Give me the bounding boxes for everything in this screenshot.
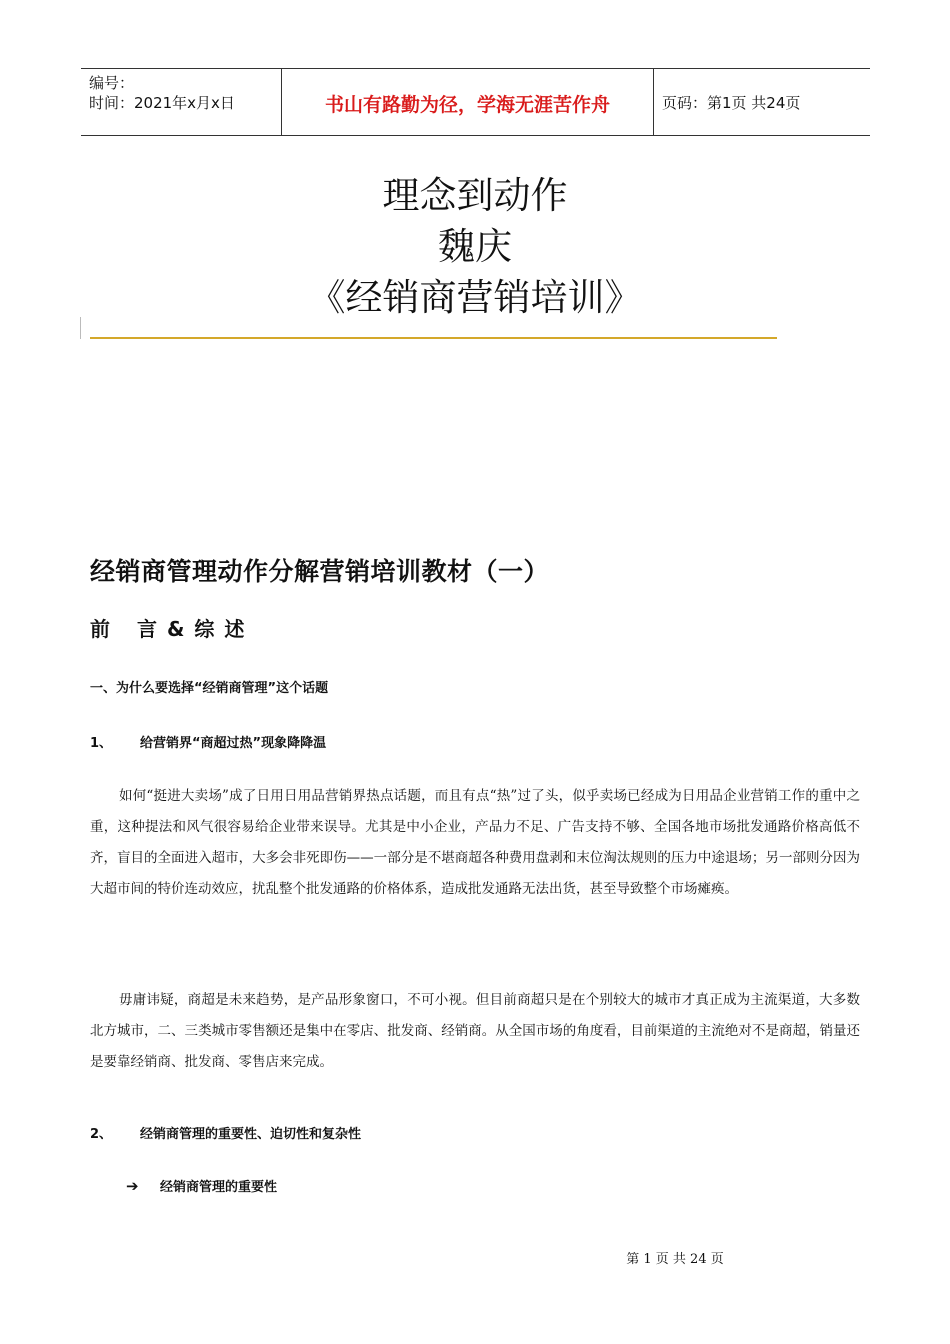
margin-tick <box>80 317 81 339</box>
document-title <box>0 170 950 323</box>
time-label: 时间：2021年x月x日 <box>89 94 235 112</box>
sub-heading: 前 言&综述 <box>90 617 255 641</box>
title-divider <box>90 337 777 339</box>
subsection-2-number: 2、 <box>90 1127 113 1142</box>
title-line-1: 理念到动作 <box>382 174 568 217</box>
subsection-1-number: 1、 <box>90 736 113 751</box>
title-line-2: 魏庆 <box>438 225 512 268</box>
subsection-1 <box>90 732 326 751</box>
section-title: 一、为什么要选择“经销商管理”这个话题 <box>90 681 329 696</box>
header-table <box>81 68 870 136</box>
title-line-3: 《经销商营销培训》 <box>308 276 642 319</box>
paragraph-2: 毋庸讳疑，商超是未来趋势，是产品形象窗口，不可小视。但目前商超只是在个别较大的城市才真正成为主流渠道，大多数北方城市，二、三类城市零售额还是集中在零店、批发商、经销商。从全国市场的角度看，目前渠道的主流绝对不是商超，销量还是要靠经销商、批发商、零售店来完成。 <box>90 992 860 1070</box>
subsection-2 <box>90 1123 361 1142</box>
header-motto: 书山有路勤为径，学海无涯苦作舟 <box>282 69 654 135</box>
code-label: 编号： <box>89 74 135 92</box>
subsection-2-text: 经销商管理的重要性、迫切性和复杂性 <box>140 1127 362 1142</box>
subsection-1-text: 给营销界“商超过热”现象降降温 <box>140 736 327 751</box>
bullet-item <box>126 1176 277 1195</box>
main-heading: 经销商管理动作分解营销培训教材（一） <box>90 557 550 586</box>
header-left-cell <box>81 69 282 135</box>
header-page-info: 页码：第1页 共24页 <box>662 93 801 112</box>
bullet-text: 经销商管理的重要性 <box>160 1180 278 1195</box>
paragraph-1: 如何“挺进大卖场”成了日用日用品营销界热点话题，而且有点“热”过了头，似乎卖场已经成为日用品企业营销工作的重中之重，这种提法和风气很容易给企业带来误导。尤其是中小企业，产品力不足、广告支持不够、全国各地市场批发通路价格高低不齐，盲目的全面进入超市，大多会非死即伤——一部分是不堪商超各种费用盘剥和末位淘汰规则的压力中途退场；另一部则分因为大超市间的特价连动效应，扰乱整个批发通路的价格体系，造成批发通路无法出货，甚至导致整个市场瘫痪。 <box>90 788 860 897</box>
page-footer: 第 1 页 共 24 页 <box>626 1252 724 1267</box>
arrow-right-icon: ➔ <box>126 1176 139 1195</box>
